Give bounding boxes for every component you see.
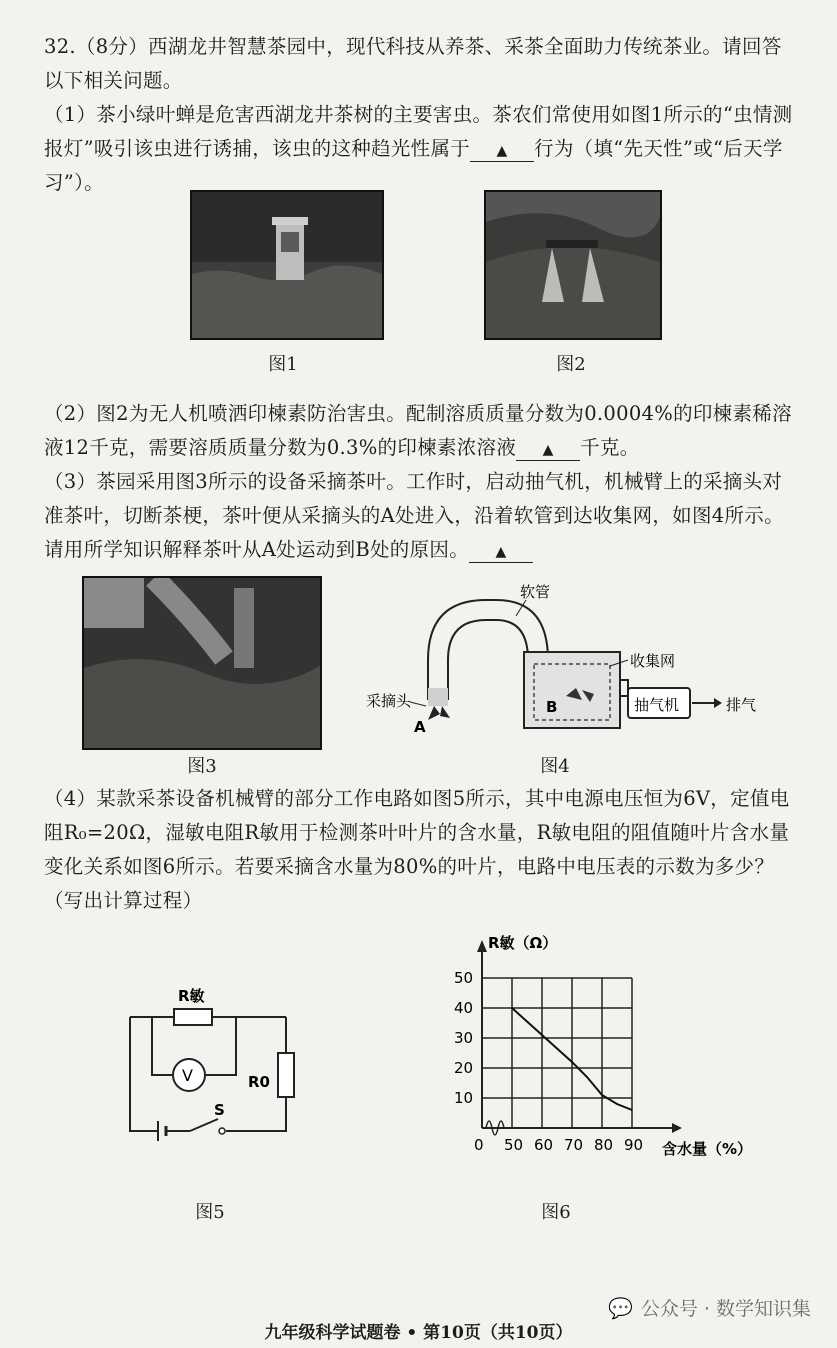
figure-4-diagram: [366, 580, 776, 750]
y-axis-label: R敏（Ω）: [488, 934, 558, 952]
net-label: 收集网: [630, 652, 676, 670]
pipe-to-pump: [620, 680, 628, 696]
figure-2-photo: [484, 190, 662, 340]
voltmeter-label: V: [182, 1066, 193, 1085]
figure-3-photo: [82, 576, 322, 750]
switch-contact: [219, 1128, 225, 1134]
figure-5-caption: 图5: [195, 1202, 225, 1223]
r0-label: R0: [248, 1073, 270, 1091]
x-tick-label: 70: [564, 1136, 584, 1154]
question-header: 32.（8分）西湖龙井智慧茶园中，现代科技从养茶、采茶全面助力传统茶业。请回答以下相关问题。: [44, 35, 782, 92]
head-leader: [410, 702, 426, 706]
x-tick-label: 60: [534, 1136, 554, 1154]
drone-spraying-image: [486, 192, 660, 338]
x-axis-arrow: [672, 1123, 682, 1133]
hose-label: 软管: [520, 583, 551, 601]
watermark: [608, 1294, 811, 1321]
r0-resistor: [278, 1053, 294, 1097]
question-part-2: （2）图2为无人机喷洒印楝素防治害虫。配制溶质质量分数为0.0004%的印楝素稀溶液12千克，需要溶质质量分数为0.3%的印楝素浓溶液 ▲ 千克。: [44, 402, 792, 459]
point-a-label: A: [414, 718, 426, 736]
hose-inner: [448, 620, 528, 700]
x-tick-label: 90: [624, 1136, 644, 1154]
y-tick-label: 40: [454, 999, 474, 1017]
figure-1-photo: [190, 190, 384, 340]
figure-6-chart: [440, 930, 760, 1170]
exhaust-arrow-head: [714, 698, 722, 708]
exhaust-label: 排气: [726, 696, 757, 714]
answer-blank-2: ▲: [516, 440, 580, 461]
picking-head: [428, 688, 448, 706]
question-part-4: （4）某款采茶设备机械臂的部分工作电路如图5所示，其中电源电压恒为6V，定值电阻R₀=20Ω，湿敏电阻R敏用于检测茶叶叶片的含水量，R敏电阻的阻值随叶片含水量变化关系如图6所示。若要采摘含水量为80%的叶片，电路中电压表的示数为多少？（写出计算过程）: [44, 787, 790, 912]
r-sensitive-resistor: [174, 1009, 212, 1025]
y-tick-label: 10: [454, 1089, 474, 1107]
x-tick-label: 80: [594, 1136, 614, 1154]
voltmeter-wire-left: [152, 1017, 172, 1075]
figure-5-circuit: [110, 975, 310, 1155]
question-part-1: （1）茶小绿叶蝉是危害西湖龙井茶树的主要害虫。茶农们常使用如图1所示的“虫情测报灯”吸引该虫进行诱捕，该虫的这种趋光性属于 ▲ 行为（填“先天性”或“后天学习”）。: [44, 103, 793, 194]
wire-right-bottom: [226, 1097, 286, 1131]
r-sensitive-label: R敏: [178, 987, 205, 1005]
air-pump-label: 抽气机: [634, 696, 680, 714]
point-b-label: B: [546, 698, 558, 716]
insect-trap-lamp-image: [192, 192, 382, 338]
figure-1-caption: 图1: [268, 354, 298, 375]
switch-label: S: [214, 1101, 225, 1119]
figure-2-caption: 图2: [556, 354, 586, 375]
question-part-3: （3）茶园采用图3所示的设备采摘茶叶。工作时，启动抽气机，机械臂上的采摘头对准茶叶，切断茶梗，茶叶便从采摘头的A处进入，沿着软管到达收集网，如图4所示。请用所学知识解释茶叶从A处运动到B处的原因。 ▲: [44, 470, 784, 561]
y-tick-label: 20: [454, 1059, 474, 1077]
y-axis-arrow: [477, 940, 487, 952]
tea-leaf-at-a: [428, 706, 450, 720]
x-tick-label: 0: [474, 1136, 484, 1154]
wechat-icon: 💬: [607, 1295, 633, 1320]
answer-blank-3: ▲: [469, 542, 533, 563]
tea-picking-machine-image: [84, 578, 320, 748]
figure-3-caption: 图3: [187, 756, 217, 777]
x-tick-label: 50: [504, 1136, 524, 1154]
y-tick-label: 50: [454, 969, 474, 987]
picking-head-label: 采摘头: [366, 692, 412, 710]
page-footer: 九年级科学试题卷 • 第10页（共10页）: [264, 1323, 573, 1343]
figure-6-caption: 图6: [541, 1202, 571, 1223]
question-body: [44, 30, 796, 200]
question-body-2: [44, 397, 796, 567]
question-body-3: [44, 782, 796, 918]
x-axis-label: 含水量（%）: [662, 1140, 753, 1158]
answer-blank-1: ▲: [470, 141, 534, 162]
switch-lever: [190, 1119, 218, 1131]
figure-4-caption: 图4: [540, 756, 570, 777]
y-tick-label: 30: [454, 1029, 474, 1047]
watermark-text: 公众号 · 数学知识集: [640, 1298, 811, 1320]
